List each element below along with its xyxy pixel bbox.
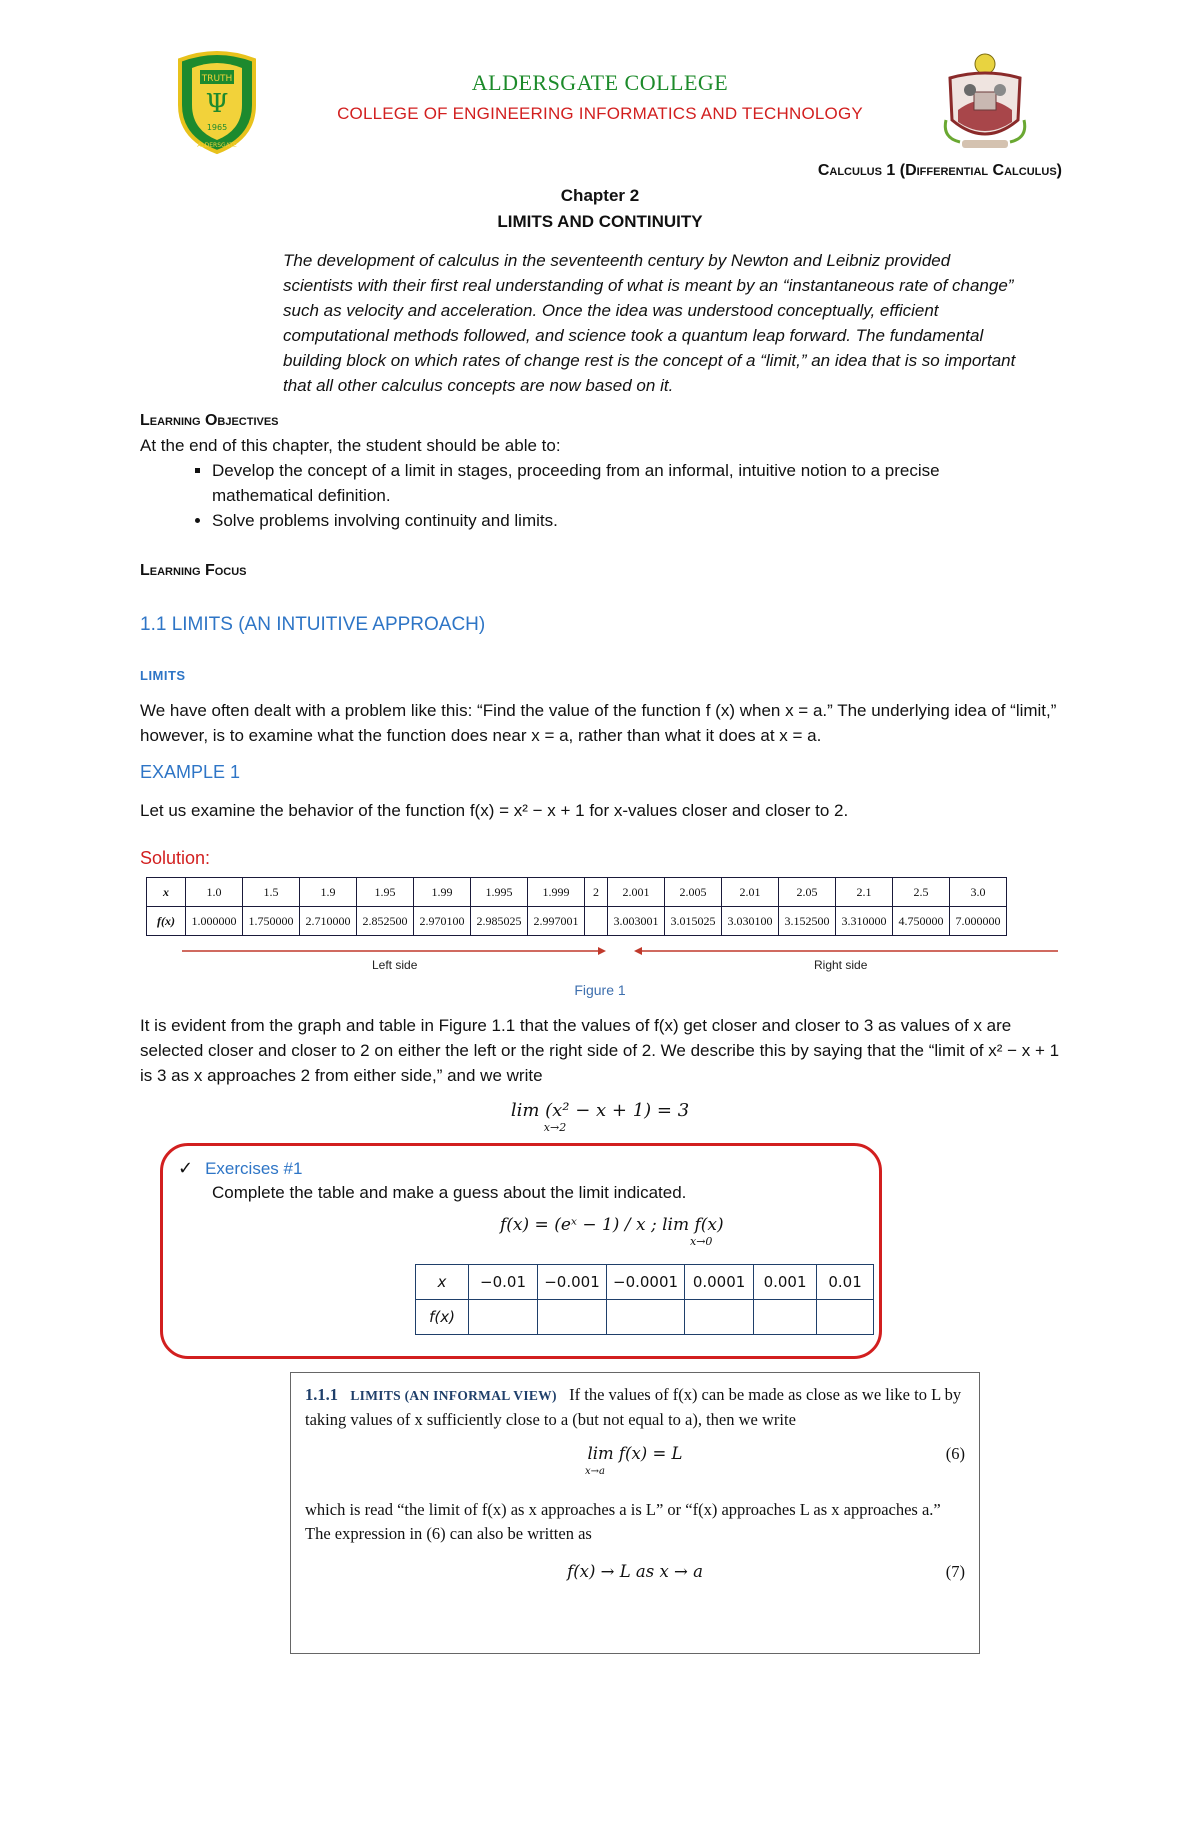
fx-cell: 3.152500 — [779, 907, 836, 936]
x-cell: 1.95 — [357, 878, 414, 907]
x-cell: 2.005 — [665, 878, 722, 907]
exercise-x-cell: 0.0001 — [685, 1265, 754, 1300]
x-row — [147, 878, 1007, 907]
x-cell: 2.001 — [608, 878, 665, 907]
example-text: Let us examine the behavior of the function f(x) = x² − x + 1 for x-values closer and closer to 2. — [140, 801, 849, 820]
exercise-fx-row — [416, 1300, 874, 1335]
explanation-paragraph: It is evident from the graph and table in Figure 1.1 that the values of f(x) get closer and closer to 3 as values of x are selected closer and closer to 2 on either the left or the right side of 2. We describe this by saying that the “limit of x² − x + 1 is 3 as x approaches 2 from either side,” and we write — [140, 1016, 1060, 1085]
fx-cell: 2.970100 — [414, 907, 471, 936]
definition-eq2-text: f(x) → L as x → a — [567, 1562, 703, 1581]
fx-cell: 4.750000 — [893, 907, 950, 936]
fx-cell: 2.852500 — [357, 907, 414, 936]
exercise-fx-cell[interactable] — [817, 1300, 874, 1335]
svg-text:TRUTH: TRUTH — [201, 74, 233, 84]
fx-cell: 3.030100 — [722, 907, 779, 936]
left-side-label: Left side — [372, 958, 418, 972]
svg-text:Ψ: Ψ — [205, 89, 229, 119]
definition-paragraph-1 — [305, 1383, 965, 1432]
x-cell: 2.01 — [722, 878, 779, 907]
definition-eq1-subscript: x→a — [585, 1466, 605, 1477]
exercise-instruction: Complete the table and make a guess about the limit indicated. — [212, 1183, 687, 1202]
right-side-label: Right side — [814, 958, 868, 972]
fx-cell: 1.750000 — [243, 907, 300, 936]
definition-text-2: which is read “the limit of f(x) as x approaches a is L” or “f(x) approaches L as x approaches a.” The expression in (6) can also be written as — [305, 1500, 941, 1543]
objectives-lead: At the end of this chapter, the student should be able to: — [140, 436, 561, 455]
function-value-table — [146, 877, 1007, 936]
x-cell: 2 — [585, 878, 608, 907]
limit-equation — [0, 1100, 1200, 1134]
exercise-function — [500, 1215, 800, 1248]
definition-equation-7 — [305, 1560, 965, 1600]
exercise-x-cell: −0.0001 — [607, 1265, 685, 1300]
limit-subscript: x→2 — [543, 1121, 567, 1134]
exercise-table — [415, 1264, 874, 1335]
x-cell: 3.0 — [950, 878, 1007, 907]
definition-eq1-text: lim f(x) = L — [587, 1444, 683, 1463]
exercise-x-cell: 0.01 — [817, 1265, 874, 1300]
right-arrowhead — [598, 947, 606, 955]
exercise-fx-cell[interactable] — [754, 1300, 817, 1335]
definition-number: 1.1.1 — [305, 1385, 338, 1404]
exercise-fx-header: f(x) — [416, 1300, 469, 1335]
x-cell: 1.99 — [414, 878, 471, 907]
fx-cell: 2.710000 — [300, 907, 357, 936]
exercise-x-cell: 0.001 — [754, 1265, 817, 1300]
college-seal-logo — [172, 50, 262, 155]
definition-equation-6 — [305, 1442, 965, 1482]
exercise-fx-cell[interactable] — [685, 1300, 754, 1335]
fx-cell — [585, 907, 608, 936]
limit-equation-text: lim (x² − x + 1) = 3 — [510, 1100, 690, 1121]
svg-text:ALDERSGATE: ALDERSGATE — [197, 142, 237, 149]
exercise-limit-subscript: x→0 — [690, 1235, 713, 1248]
checkmark-icon: ✓ — [178, 1158, 194, 1178]
objective-item: • Solve problems involving continuity and limits. — [212, 508, 1042, 533]
x-cell: 1.0 — [186, 878, 243, 907]
chapter-number: Chapter 2 — [560, 186, 640, 205]
college-name: ALDERSGATE COLLEGE — [471, 70, 729, 95]
x-cell: 2.5 — [893, 878, 950, 907]
fx-cell: 3.310000 — [836, 907, 893, 936]
fx-cell: 7.000000 — [950, 907, 1007, 936]
exercise-title-text: Exercises #1 — [205, 1159, 303, 1178]
example-title: EXAMPLE 1 — [140, 762, 241, 782]
equation-number-7: (7) — [945, 1562, 965, 1581]
exercise-fx-cell[interactable] — [607, 1300, 685, 1335]
equation-number-6: (6) — [945, 1444, 965, 1463]
figure-caption: Figure 1 — [574, 982, 626, 998]
exercise-title — [178, 1158, 302, 1179]
svg-text:1965: 1965 — [206, 123, 228, 132]
x-cell: 2.05 — [779, 878, 836, 907]
x-cell: 1.999 — [528, 878, 585, 907]
definition-text-1: If the values of f(x) can be made as close as we like to L by taking values of x sufficiently close to a (but not equal to a), then we write — [305, 1385, 962, 1429]
exercise-x-row — [416, 1265, 874, 1300]
side-arrows — [180, 945, 1060, 957]
exercise-fx-cell[interactable] — [469, 1300, 538, 1335]
chapter-title: LIMITS AND CONTINUITY — [497, 212, 703, 231]
exercise-x-header: x — [416, 1265, 469, 1300]
x-cell: 2.1 — [836, 878, 893, 907]
objectives-list — [172, 458, 1042, 533]
focus-heading: Learning Focus — [140, 562, 247, 579]
fx-cell: 1.000000 — [186, 907, 243, 936]
exercise-x-cell: −0.001 — [538, 1265, 607, 1300]
x-header: x — [147, 878, 186, 907]
left-arrowhead — [634, 947, 642, 955]
fx-cell: 2.997001 — [528, 907, 585, 936]
section-title: 1.1 LIMITS (AN INTUITIVE APPROACH) — [140, 614, 486, 635]
department-name: COLLEGE OF ENGINEERING INFORMATICS AND TECHNOLOGY — [337, 104, 863, 123]
x-cell: 1.9 — [300, 878, 357, 907]
fx-cell: 3.015025 — [665, 907, 722, 936]
definition-heading: LIMITS (AN INFORMAL VIEW) — [350, 1388, 557, 1403]
department-seal-logo — [940, 50, 1030, 152]
objectives-heading: Learning Objectives — [140, 412, 279, 429]
x-cell: 1.5 — [243, 878, 300, 907]
solution-label: Solution: — [140, 848, 211, 868]
fx-cell: 3.003001 — [608, 907, 665, 936]
fx-cell: 2.985025 — [471, 907, 528, 936]
limits-paragraph: We have often dealt with a problem like this: “Find the value of the function f (x) when x = a.” The underlying idea of “limit,” however, is to examine what the function does near x = a, rather than what it does at x = a. — [140, 701, 1057, 745]
fx-row — [147, 907, 1007, 936]
x-cell: 1.995 — [471, 878, 528, 907]
chapter-intro: The development of calculus in the seventeenth century by Newton and Leibniz provided scientists with their first real understanding of what is meant by an “instantaneous rate of change” such as velocity and acceleration. Once the idea was understood conceptually, efficient computational methods followed, and science took a quantum leap forward. The fundamental building block on which rates of change rest is the concept of a “limit,” an idea that is so important that all other calculus concepts are now based on it. — [283, 251, 1016, 395]
exercise-x-cell: −0.01 — [469, 1265, 538, 1300]
course-title: Calculus 1 (Differential Calculus) — [817, 162, 1062, 179]
objective-item: ▪ Develop the concept of a limit in stages, proceeding from an informal, intuitive notion to a precise mathematical definition. — [212, 458, 1042, 508]
exercise-fx-cell[interactable] — [538, 1300, 607, 1335]
definition-box — [290, 1372, 980, 1654]
section-subheading: LIMITS — [140, 668, 186, 683]
fx-header: f(x) — [147, 907, 186, 936]
exercise-function-text: f(x) = (eˣ − 1) / x ; lim f(x) — [500, 1215, 724, 1235]
